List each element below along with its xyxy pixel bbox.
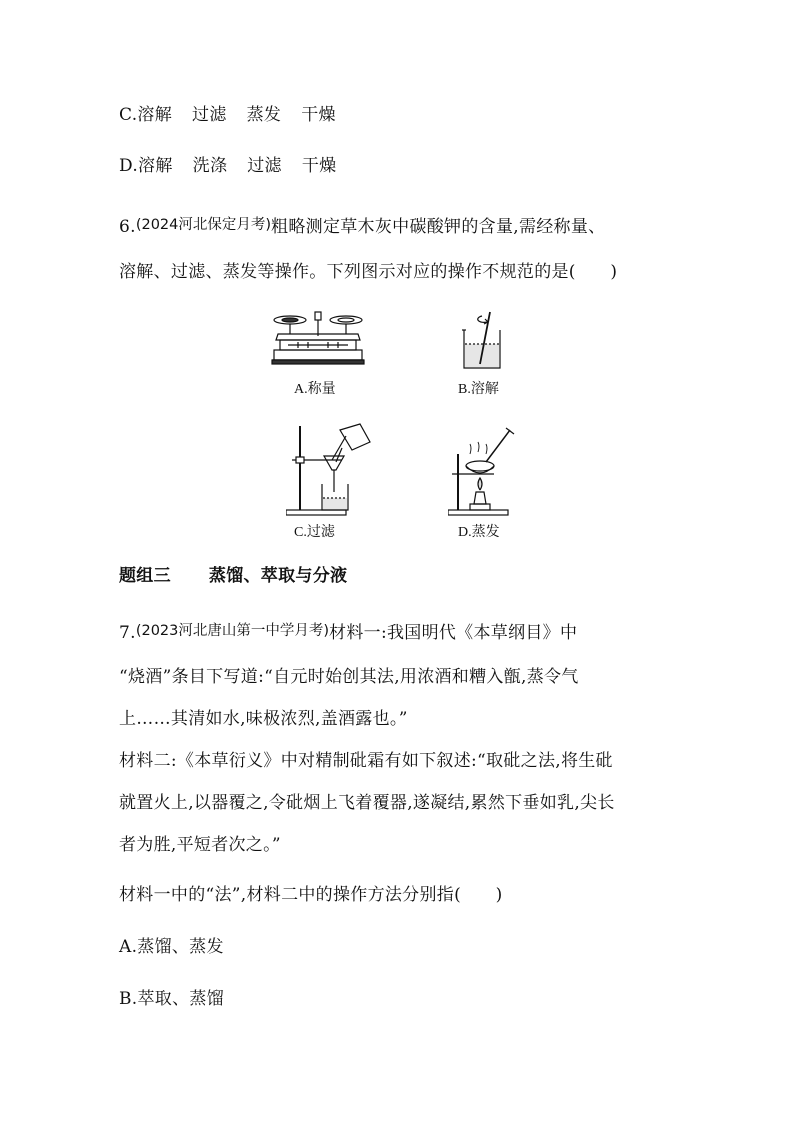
option-item: 过滤 <box>247 156 282 176</box>
question-source: (2023河北唐山第一中学月考) <box>135 623 330 639</box>
option-text: A.蒸馏、蒸发 <box>119 937 224 957</box>
q7-stem-line1 <box>119 622 577 645</box>
option-letter: C. <box>119 105 138 125</box>
question-text: 粗略测定草木灰中碳酸钾的含量,需经称量、 <box>271 217 606 237</box>
q7-stem-line6 <box>119 834 281 856</box>
q5-option-c <box>119 104 356 126</box>
question-text: 者为胜,平短者次之。” <box>119 835 281 855</box>
q5-option-d <box>119 155 356 177</box>
option-item: 洗涤 <box>192 156 228 176</box>
question-text: “烧酒”条目下写道:“自元时始创其法,用浓酒和糟入甑,蒸令气 <box>119 667 579 687</box>
figure-caption-b: B.溶解 <box>458 382 499 397</box>
question-text: 材料一:我国明代《本草纲目》中 <box>329 623 578 643</box>
figure-caption-d: D.蒸发 <box>458 525 500 540</box>
q7-stem-line4 <box>119 750 613 772</box>
option-item: 干燥 <box>301 156 337 176</box>
q7-option-b <box>119 988 224 1010</box>
evaporation-figure <box>448 424 520 516</box>
q7-stem-line3 <box>119 708 408 730</box>
option-text: B.萃取、蒸馏 <box>119 989 224 1009</box>
question-text: 材料一中的“法”,材料二中的操作方法分别指( ) <box>119 885 503 905</box>
figure-caption-a: A.称量 <box>294 382 336 397</box>
beaker-stirring-figure <box>458 308 508 372</box>
q7-stem-line7 <box>119 884 503 906</box>
section-title: 蒸馏、萃取与分液 <box>208 566 348 586</box>
question-text: 溶解、过滤、蒸发等操作。下列图示对应的操作不规范的是( ) <box>119 262 618 282</box>
question-source: (2024河北保定月考) <box>135 217 272 233</box>
question-text: 材料二:《本草衍义》中对精制砒霜有如下叙述:“取砒之法,将生砒 <box>119 751 613 771</box>
balance-figure <box>268 308 368 372</box>
question-text: 上……其清如水,味极浓烈,盖酒露也。” <box>119 709 408 729</box>
question-number: 7. <box>119 623 136 643</box>
question-number: 6. <box>119 217 136 237</box>
option-item: 溶解 <box>137 105 173 125</box>
option-item: 干燥 <box>301 105 336 125</box>
q7-stem-line2 <box>119 666 579 688</box>
option-item: 蒸发 <box>246 105 282 125</box>
q7-option-a <box>119 936 224 958</box>
q6-stem-line2 <box>119 261 617 283</box>
option-item: 溶解 <box>138 156 173 176</box>
question-text: 就置火上,以器覆之,令砒烟上飞着覆器,遂凝结,累然下垂如乳,尖长 <box>119 793 615 813</box>
filtration-figure <box>286 422 374 516</box>
section-label: 题组三 <box>119 566 171 586</box>
figure-caption-c: C.过滤 <box>294 525 335 540</box>
q6-stem-line1 <box>119 216 605 239</box>
option-item: 过滤 <box>192 105 227 125</box>
q7-stem-line5 <box>119 792 615 814</box>
section-heading <box>119 565 347 587</box>
option-letter: D. <box>119 156 139 176</box>
